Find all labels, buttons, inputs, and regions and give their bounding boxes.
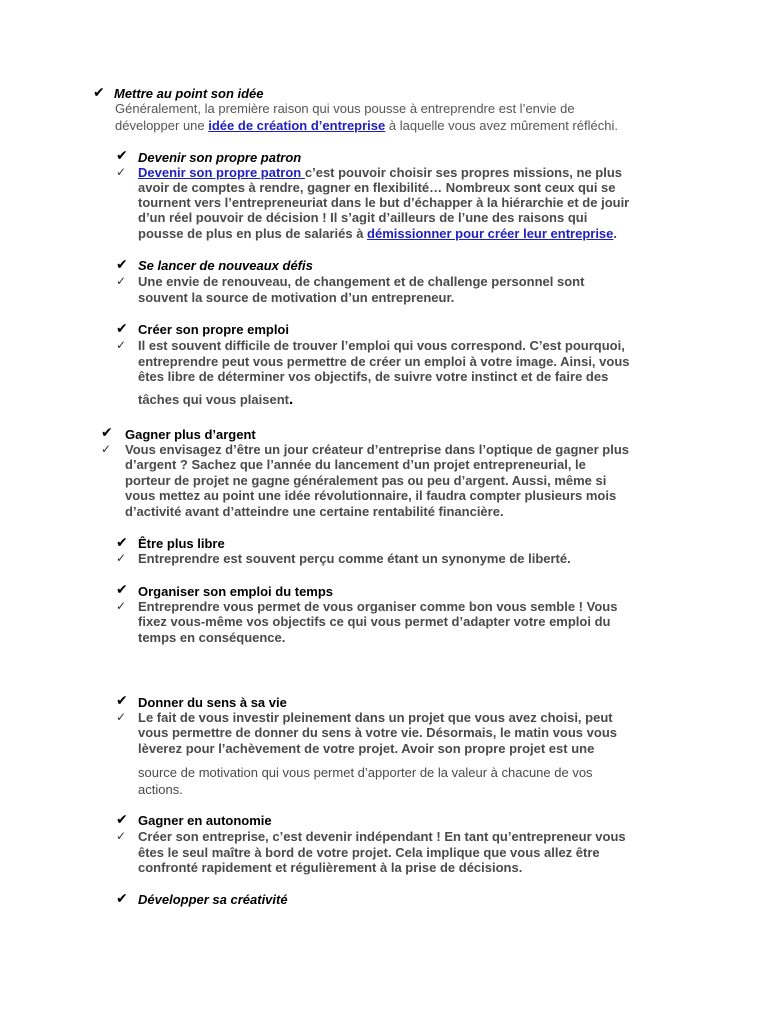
paragraph-line: vous mettez au point une idée révolutionnaire, il faudra compter plusieurs mois bbox=[125, 488, 617, 503]
check-icon: ✔ bbox=[101, 425, 113, 441]
check-icon: ✔ bbox=[116, 891, 128, 907]
section-title: Gagner en autonomie bbox=[138, 813, 272, 828]
check-icon: ✓ bbox=[101, 442, 112, 456]
paragraph-line: êtes libre de déterminer vos objectifs, de suivre votre instinct et de faire des bbox=[138, 369, 609, 384]
paragraph-line: souvent la source de motivation d’un entrepreneur. bbox=[138, 290, 455, 305]
text-span: pousse de plus en plus de salariés à bbox=[138, 226, 368, 241]
paragraph-line: Entreprendre vous permet de vous organiser comme bon vous semble ! Vous bbox=[138, 599, 618, 614]
paragraph-line: entreprendre peut vous permettre de créer un emploi à votre image. Ainsi, vous bbox=[138, 354, 630, 369]
check-icon: ✔ bbox=[116, 812, 128, 828]
paragraph-line bbox=[138, 392, 293, 407]
check-icon: ✔ bbox=[116, 321, 128, 337]
check-icon: ✔ bbox=[116, 535, 128, 551]
text-span: développer une bbox=[115, 118, 209, 133]
paragraph-line: confronté rapidement et régulièrement à la prise de décisions. bbox=[138, 860, 523, 875]
paragraph-line: d’un réel pouvoir de décision ! Il s’agit d’ailleurs de l’une des raisons qui bbox=[138, 210, 588, 225]
text-span: à laquelle vous avez mûrement réfléchi. bbox=[385, 118, 618, 133]
check-icon: ✔ bbox=[116, 582, 128, 598]
resign-link[interactable]: démissionner pour créer leur entreprise bbox=[367, 226, 614, 241]
section-title: Développer sa créativité bbox=[138, 892, 288, 907]
text-span: . bbox=[613, 226, 618, 241]
text-span: tâches qui vous plaisent bbox=[138, 392, 289, 407]
paragraph-line: Entreprendre est souvent perçu comme étant un synonyme de liberté. bbox=[138, 551, 571, 566]
section-title: Mettre au point son idée bbox=[114, 86, 264, 101]
paragraph-line: lèverez pour l’achèvement de votre projet. Avoir son propre projet est une bbox=[138, 741, 595, 756]
section-title: Créer son propre emploi bbox=[138, 322, 289, 337]
paragraph-line: Généralement, la première raison qui vous pousse à entreprendre est l’envie de bbox=[115, 101, 575, 116]
check-icon: ✓ bbox=[116, 338, 127, 352]
text-span: . bbox=[289, 391, 294, 408]
paragraph-line: tournent vers l’entrepreneuriat dans le but d’échapper à la hiérarchie et de jouir bbox=[138, 195, 630, 210]
paragraph-line: Une envie de renouveau, de changement et de challenge personnel sont bbox=[138, 274, 585, 289]
check-icon: ✓ bbox=[116, 710, 127, 724]
check-icon: ✔ bbox=[116, 257, 128, 273]
check-icon: ✓ bbox=[116, 829, 127, 843]
section-title: Devenir son propre patron bbox=[138, 150, 302, 165]
check-icon: ✓ bbox=[116, 551, 127, 565]
paragraph-line: temps en conséquence. bbox=[138, 630, 286, 645]
check-icon: ✔ bbox=[116, 148, 128, 164]
creation-idea-link[interactable]: idée de création d’entreprise bbox=[208, 118, 386, 133]
check-icon: ✔ bbox=[93, 85, 105, 101]
check-icon: ✔ bbox=[116, 693, 128, 709]
paragraph-line: fixez vous-même vos objectifs ce qui vous permet d’adapter votre emploi du bbox=[138, 614, 611, 629]
check-icon: ✓ bbox=[116, 599, 127, 613]
paragraph-line: Il est souvent difficile de trouver l’emploi qui vous correspond. C’est pourquoi, bbox=[138, 338, 625, 353]
paragraph-line bbox=[138, 226, 617, 241]
section-title: Organiser son emploi du temps bbox=[138, 584, 334, 599]
paragraph-line: Le fait de vous investir pleinement dans un projet que vous avez choisi, peut bbox=[138, 710, 613, 725]
section-title: Donner du sens à sa vie bbox=[138, 695, 287, 710]
text-span: c’est pouvoir choisir ses propres missions, ne plus bbox=[304, 165, 623, 180]
paragraph-line bbox=[138, 165, 622, 180]
check-icon: ✓ bbox=[116, 274, 127, 288]
paragraph-line: avoir de comptes à rendre, gagner en flexibilité… Nombreux sont ceux qui se bbox=[138, 180, 616, 195]
paragraph-line: source de motivation qui vous permet d’apporter de la valeur à chacune de vos bbox=[138, 765, 593, 780]
paragraph-line: actions. bbox=[138, 782, 183, 797]
section-title: Se lancer de nouveaux défis bbox=[138, 258, 313, 273]
paragraph-line: porteur de projet ne gagne généralement pas ou peu d’argent. Aussi, même si bbox=[125, 473, 607, 488]
check-icon: ✓ bbox=[116, 165, 127, 179]
own-boss-link[interactable]: Devenir son propre patron bbox=[138, 165, 305, 180]
section-title: Gagner plus d’argent bbox=[125, 427, 256, 442]
paragraph-line: êtes le seul maître à bord de votre projet. Cela implique que vous allez être bbox=[138, 845, 600, 860]
paragraph-line: d’activité avant d’atteindre une certaine rentabilité financière. bbox=[125, 504, 504, 519]
paragraph-line bbox=[115, 118, 618, 133]
paragraph-line: Créer son entreprise, c’est devenir indépendant ! En tant qu’entrepreneur vous bbox=[138, 829, 626, 844]
section-title: Être plus libre bbox=[138, 536, 225, 551]
paragraph-line: vous permettre de donner du sens à votre vie. Désormais, le matin vous vous bbox=[138, 725, 617, 740]
paragraph-line: d’argent ? Sachez que l’année du lancement d’un projet entrepreneurial, le bbox=[125, 457, 586, 472]
paragraph-line: Vous envisagez d’être un jour créateur d’entreprise dans l’optique de gagner plus bbox=[125, 442, 629, 457]
